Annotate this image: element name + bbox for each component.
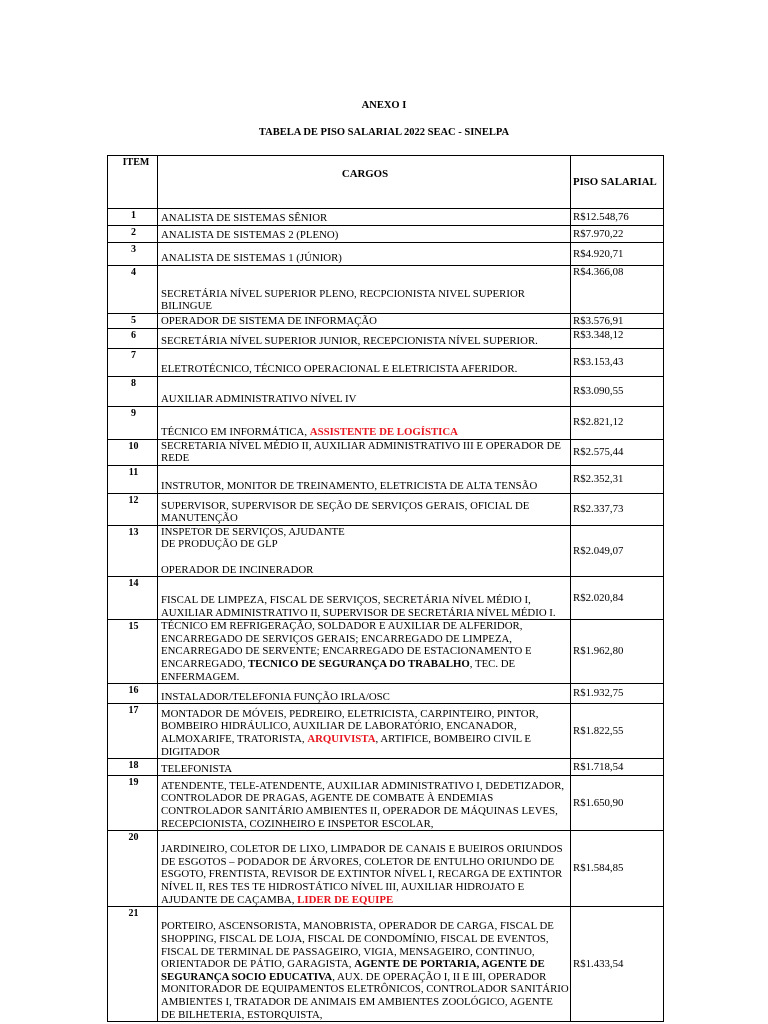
piso-salarial-value: R$1.584,85 xyxy=(571,831,664,907)
table-row xyxy=(108,314,664,329)
cargo-cell xyxy=(158,465,571,493)
table-title: TABELA DE PISO SALARIAL 2022 SEAC - SINELPA xyxy=(258,127,510,138)
cargo-text: AUXILIAR ADMINISTRATIVO NÍVEL IV xyxy=(161,393,357,405)
cargo-cell xyxy=(158,759,571,776)
cargo-cell xyxy=(158,620,571,684)
cargo-cell xyxy=(158,266,571,314)
table-row xyxy=(108,209,664,226)
cargo-text: TELEFONISTA xyxy=(161,762,233,775)
cargo-text: ANALISTA DE SISTEMAS 2 (PLENO) xyxy=(161,229,339,242)
piso-salarial-value: R$2.337,73 xyxy=(571,493,664,525)
header-cargos: CARGOS xyxy=(158,156,571,209)
item-number: 20 xyxy=(108,831,158,907)
cargo-text: JARDINEIRO, COLETOR DE LIXO, LIMPADOR DE CANAIS E BUEIROS ORIUNDOS DE ESGOTOS – PODADOR DE ÁRVORES, COLETOR DE ENTULHO ORIUNDO DE ESGOTO, FRENTISTA, REVISOR DE EXTINTOR NÍVEL I, RECARGA DE EXTINTOR NÍVEL II, RES TES TE HIDROSTÁTICO NÍVEL III, AUXILIAR HIDROJATO E AJUDANTE DE CAÇAMBA, xyxy=(161,843,563,906)
piso-salarial-value: R$2.049,07 xyxy=(571,525,664,576)
table-row xyxy=(108,376,664,406)
cargo-text: SUPERVISOR, SUPERVISOR DE SEÇÃO DE SERVIÇOS GERAIS, OFICIAL DE MANUTENÇÃO xyxy=(161,499,530,525)
highlighted-cargo: LIDER DE EQUIPE xyxy=(297,893,394,906)
cargo-text: ELETROTÉCNICO, TÉCNICO OPERACIONAL E ELETRICISTA AFERIDOR. xyxy=(161,363,518,375)
item-number: 6 xyxy=(108,328,158,348)
salary-table xyxy=(107,155,664,1022)
table-row xyxy=(108,493,664,525)
item-number: 15 xyxy=(108,620,158,684)
cargo-cell xyxy=(158,314,571,329)
table-row xyxy=(108,776,664,831)
cargo-text: INSTALADOR/TELEFONIA FUNÇÃO IRLA/OSC xyxy=(161,690,390,703)
item-number: 18 xyxy=(108,759,158,776)
cargo-cell xyxy=(158,525,571,576)
cargo-text: ANALISTA DE SISTEMAS SÊNIOR xyxy=(161,212,328,225)
cargo-text: FISCAL DE LIMPEZA, FISCAL DE SERVIÇOS, SECRETÁRIA NÍVEL MÉDIO I, AUXILIAR ADMINISTRATIVO II, SUPERVISOR DE SECRETÁRIA NÍVEL MÉDIO I. xyxy=(161,593,556,619)
salary-table-body xyxy=(108,156,664,1022)
cargo-text: , TEC. DE ENFERMAGEM. xyxy=(161,657,516,683)
table-row xyxy=(108,577,664,620)
piso-salarial-value: R$1.718,54 xyxy=(571,759,664,776)
cargo-text: PORTEIRO, ASCENSORISTA, MANOBRISTA, OPERADOR DE CARGA, FISCAL DE SHOPPING, FISCAL DE LOJA, FISCAL DE CONDOMÍNIO, FISCAL DE EVENTOS, FISCAL DE TERMINAL DE PASSAGEIRO, VIGIA, MENSAGEIRO, CONTINUO, ORIENTADOR DE PÁTIO, GARAGISTA, xyxy=(161,920,554,971)
cargo-text: , ARTIFICE, BOMBEIRO CIVIL E DIGITADOR xyxy=(161,732,532,758)
header-item: ITEM xyxy=(108,156,158,209)
cargo-text: TÉCNICO EM INFORMÁTICA, xyxy=(161,426,310,438)
item-number: 21 xyxy=(108,907,158,1022)
cargo-cell xyxy=(158,376,571,406)
table-row xyxy=(108,684,664,704)
item-number: 3 xyxy=(108,243,158,266)
table-row xyxy=(108,226,664,243)
item-number: 7 xyxy=(108,348,158,376)
item-number: 1 xyxy=(108,209,158,226)
piso-salarial-value: R$1.962,80 xyxy=(571,620,664,684)
item-number: 5 xyxy=(108,314,158,329)
piso-salarial-value: R$3.576,91 xyxy=(571,314,664,329)
table-row xyxy=(108,620,664,684)
piso-salarial-value: R$1.932,75 xyxy=(571,684,664,704)
piso-salarial-value: R$3.348,12 xyxy=(571,328,664,348)
item-number: 13 xyxy=(108,525,158,576)
annex-title: ANEXO I xyxy=(361,100,407,111)
item-number: 10 xyxy=(108,439,158,465)
table-row xyxy=(108,465,664,493)
cargo-cell xyxy=(158,776,571,831)
piso-salarial-value: R$4.920,71 xyxy=(571,243,664,266)
header-piso: PISO SALARIAL xyxy=(571,156,664,209)
highlighted-cargo: ASSISTENTE DE LOGÍSTICA xyxy=(309,426,458,438)
piso-salarial-value: R$2.821,12 xyxy=(571,406,664,439)
cargo-text: , AUX. DE OPERAÇÃO I, II E III, OPERADOR MONITORADOR DE EQUIPAMENTOS ELETRÔNICOS, CONTROLADOR SANITÁRIO AMBIENTES I, TRATADOR DE ANIMAIS EM AMBIENTES ZOOLÓGICO, AGENTE DE BILHETERIA, ESTORQUISTA, xyxy=(161,970,569,1021)
cargo-cell xyxy=(158,243,571,266)
table-row xyxy=(108,348,664,376)
cargo-cell xyxy=(158,577,571,620)
item-number: 14 xyxy=(108,577,158,620)
piso-salarial-value: R$1.433,54 xyxy=(571,907,664,1022)
piso-salarial-value: R$1.650,90 xyxy=(571,776,664,831)
cargo-text: MONTADOR DE MÓVEIS, PEDREIRO, ELETRICISTA, CARPINTEIRO, PINTOR, BOMBEIRO HIDRÁULICO, AUXILIAR DE LABORATÓRIO, ENCANADOR, ALMOXARIFE, TRATORISTA, xyxy=(161,707,539,745)
item-number: 2 xyxy=(108,226,158,243)
table-row xyxy=(108,525,664,576)
piso-salarial-value: R$7.970,22 xyxy=(571,226,664,243)
cargo-text: DE PRODUÇÃO DE GLP xyxy=(161,538,278,551)
cargo-cell xyxy=(158,406,571,439)
table-row xyxy=(108,831,664,907)
item-number: 4 xyxy=(108,266,158,314)
table-row xyxy=(108,328,664,348)
piso-salarial-value: R$1.822,55 xyxy=(571,704,664,759)
cargo-cell xyxy=(158,328,571,348)
highlighted-cargo: ARQUIVISTA xyxy=(307,732,376,745)
table-row xyxy=(108,759,664,776)
piso-salarial-value: R$2.575,44 xyxy=(571,439,664,465)
item-number: 11 xyxy=(108,465,158,493)
bold-cargo: TECNICO DE SEGURANÇA DO TRABALHO xyxy=(247,657,470,670)
item-number: 19 xyxy=(108,776,158,831)
cargo-text: ATENDENTE, TELE-ATENDENTE, AUXILIAR ADMINISTRATIVO I, DEDETIZADOR, CONTROLADOR DE PRAGAS, AGENTE DE COMBATE À ENDEMIAS CONTROLADOR SANITÁRIO AMBIENTES II, OPERADOR DE MÁQUINAS LEVES, RECEPCIONISTA, COZINHEIRO E INSPETOR ESCOLAR, xyxy=(161,779,565,830)
table-row xyxy=(108,439,664,465)
item-number: 8 xyxy=(108,376,158,406)
piso-salarial-value: R$4.366,08 xyxy=(571,266,664,314)
cargo-text: SECRETÁRIA NÍVEL SUPERIOR PLENO, RECPCIONISTA NIVEL SUPERIOR BILINGUE xyxy=(161,287,525,313)
cargo-text: INSTRUTOR, MONITOR DE TREINAMENTO, ELETRICISTA DE ALTA TENSÃO xyxy=(161,480,538,493)
cargo-cell xyxy=(158,439,571,465)
table-row xyxy=(108,243,664,266)
piso-salarial-value: R$3.153,43 xyxy=(571,348,664,376)
table-row xyxy=(108,907,664,1022)
cargo-text: SECRETÁRIA NÍVEL SUPERIOR JUNIOR, RECEPCIONISTA NÍVEL SUPERIOR. xyxy=(161,335,538,347)
piso-salarial-value: R$12.548,76 xyxy=(571,209,664,226)
cargo-text: OPERADOR DE INCINERADOR xyxy=(161,563,314,576)
cargo-text: INSPETOR DE SERVIÇOS, AJUDANTE xyxy=(161,525,345,538)
cargo-cell xyxy=(158,226,571,243)
piso-salarial-value: R$2.352,31 xyxy=(571,465,664,493)
table-row xyxy=(108,704,664,759)
cargo-text: ANALISTA DE SISTEMAS 1 (JÚNIOR) xyxy=(161,252,342,265)
item-number: 12 xyxy=(108,493,158,525)
item-number: 16 xyxy=(108,684,158,704)
bold-cargo: AGENTE DE PORTARIA, AGENTE DE SEGURANÇA SOCIO EDUCATIVA xyxy=(161,958,545,983)
piso-salarial-value: R$3.090,55 xyxy=(571,376,664,406)
cargo-text: TÉCNICO EM REFRIGERAÇÃO, SOLDADOR E AUXILIAR DE ALFERIDOR, ENCARREGADO DE SERVIÇOS GERAIS; ENCARREGADO DE LIMPEZA, ENCARREGADO DE SERVENTE; ENCARREGADO DE ESTACIONAMENTO E ENCARREGADO, xyxy=(161,620,532,670)
cargo-text: SECRETARIA NÍVEL MÉDIO II, AUXILIAR ADMINISTRATIVO III E OPERADOR DE REDE xyxy=(161,439,561,465)
table-header-row xyxy=(108,156,664,209)
cargo-cell xyxy=(158,493,571,525)
cargo-cell xyxy=(158,348,571,376)
piso-salarial-value: R$2.020,84 xyxy=(571,577,664,620)
cargo-cell xyxy=(158,704,571,759)
table-row xyxy=(108,406,664,439)
table-row xyxy=(108,266,664,314)
cargo-cell xyxy=(158,831,571,907)
cargo-cell xyxy=(158,907,571,1022)
cargo-text: OPERADOR DE SISTEMA DE INFORMAÇÃO xyxy=(161,315,377,327)
item-number: 17 xyxy=(108,704,158,759)
item-number: 9 xyxy=(108,406,158,439)
cargo-cell xyxy=(158,209,571,226)
cargo-cell xyxy=(158,684,571,704)
